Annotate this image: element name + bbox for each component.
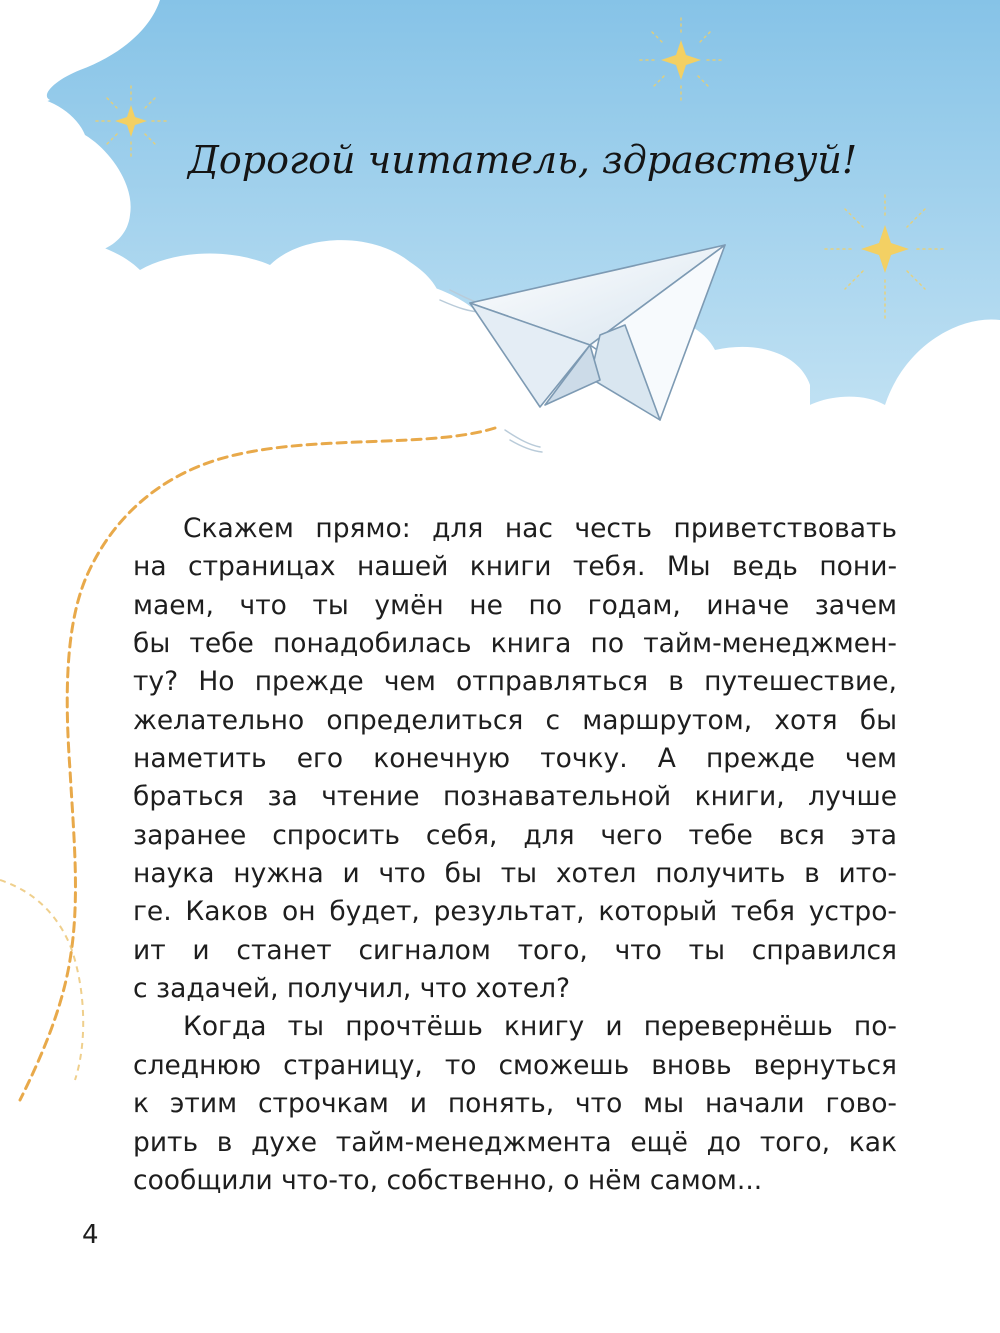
text-line: с задачей, получил, что хотел? xyxy=(133,973,571,1005)
text-line: Скажем прямо: для нас честь приветствовать xyxy=(183,513,897,544)
text-line: наука нужна и что бы ты хотел получить в ито- xyxy=(133,858,897,890)
text-line: Когда ты прочтёшь книгу и перевернёшь по- xyxy=(183,1011,897,1043)
text-line: ге. Каков он будет, результат, который тебя устро- xyxy=(133,896,897,928)
body-text xyxy=(133,510,897,1200)
text-line: бы тебе понадобилась книга по тайм-менеджмен- xyxy=(133,628,897,660)
text-line: наметить его конечную точку. А прежде чем xyxy=(133,743,897,775)
text-line: на страницах нашей книги тебя. Мы ведь пони- xyxy=(133,551,897,583)
text-line: сообщили что-то, собственно, о нём самом... xyxy=(133,1164,763,1196)
text-line: рить в духе тайм-менеджмента ещё до того, как xyxy=(133,1126,897,1158)
page-number: 4 xyxy=(82,1220,99,1250)
text-line: желательно определиться с маршрутом, хотя бы xyxy=(133,704,897,736)
flight-path-secondary xyxy=(0,880,83,1080)
text-line: маем, что ты умён не по годам, иначе зачем xyxy=(133,589,897,621)
text-line: ту? Но прежде чем отправляться в путешествие, xyxy=(133,666,897,698)
text-line: к этим строчкам и понять, что мы начали гово- xyxy=(133,1088,897,1120)
text-line: браться за чтение познавательной книги, лучше xyxy=(133,781,897,813)
text-line: следнюю страницу, то сможешь вновь вернуться xyxy=(133,1049,897,1081)
text-line: заранее спросить себя, для чего тебе вся эта xyxy=(133,819,897,851)
text-line: ит и станет сигналом того, что ты справился xyxy=(133,934,897,966)
page-heading: Дорогой читатель, здравствуй! xyxy=(188,138,858,182)
